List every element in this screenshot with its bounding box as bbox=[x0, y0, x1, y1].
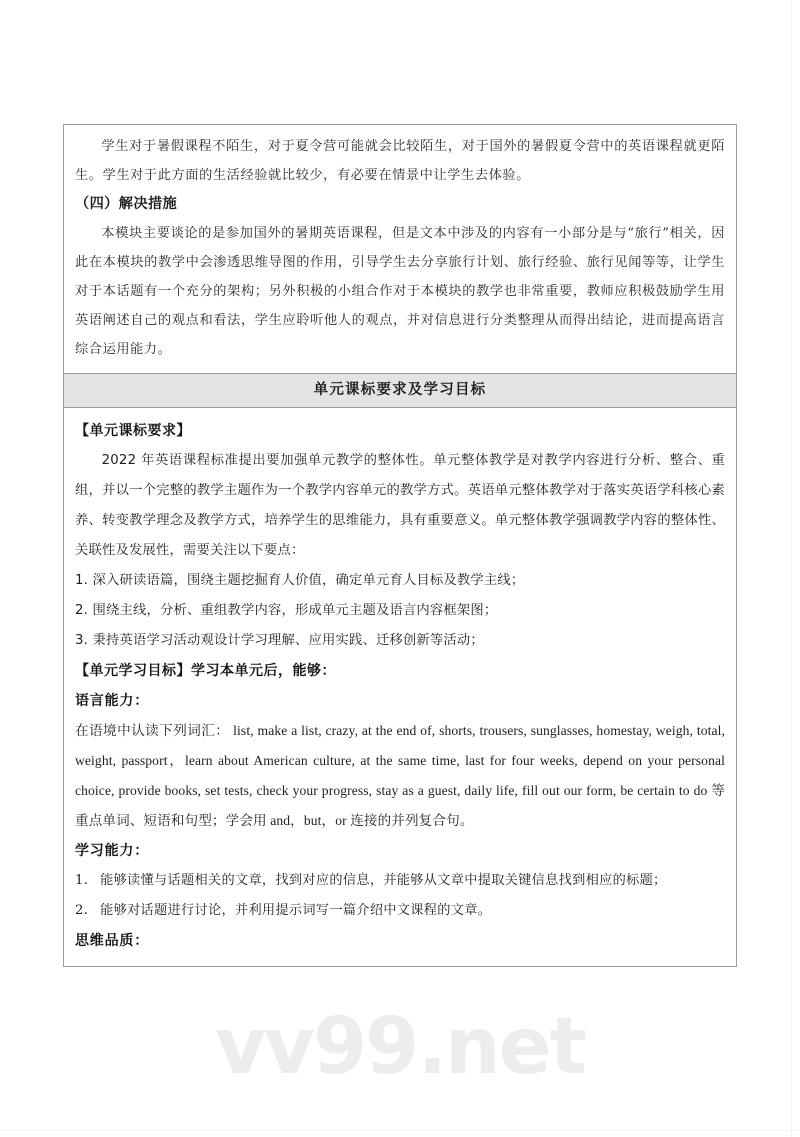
requirement-point-1: 1. 深入研读语篇，围绕主题挖掘育人价值，确定单元育人目标及教学主线； bbox=[75, 573, 525, 588]
page-edge-right bbox=[791, 0, 792, 1137]
table-row-analysis bbox=[64, 125, 736, 373]
learning-ability-item-1 bbox=[75, 866, 725, 896]
measures-subheading: （四）解决措施 bbox=[75, 196, 178, 212]
page-edge-bottom bbox=[0, 1130, 800, 1131]
learning-objectives-heading: 【单元学习目标】学习本单元后，能够： bbox=[75, 663, 336, 679]
learning-ability-item-1-text: 能够读懂与话题相关的文章，找到对应的信息，并能够从文章中提取关键信息找到相应的标题； bbox=[100, 873, 667, 888]
table-row-objectives bbox=[64, 407, 736, 966]
requirement-point-2: 2. 围绕主线，分析、重组教学内容，形成单元主题及语言内容框架图； bbox=[75, 603, 498, 618]
lesson-plan-table bbox=[63, 124, 737, 967]
learning-ability-item-2-number: 2. bbox=[75, 903, 89, 918]
language-ability-vocabulary: 在语境中认读下列词汇： list, make a list, crazy, at the end of, shorts, trousers, sunglasses, homestay, weigh, total, weight, passport，learn about American culture, at the same time, last for four weeks, depend on your personal choice, provide books, set tests, check your progress, stay as a guest, daily life, fill out our form, be certain to do 等重点单词、短语和句型；学会用 and，but，or 连接的并列复合句。 bbox=[75, 723, 725, 828]
analysis-cell bbox=[64, 125, 736, 373]
curriculum-requirements-intro: 2022 年英语课程标准提出要加强单元教学的整体性。单元整体教学是对教学内容进行分析、整合、重组，并以一个完整的教学主题作为一个教学内容单元的教学方式。英语单元整体教学对于落实英语学科核心素养、转变教学理念及教学方式，培养学生的思维能力，具有重要意义。单元整体教学强调教学内容的整体性、关联性及发展性，需要关注以下要点： bbox=[75, 453, 725, 558]
requirement-point-3: 3. 秉持英语学习活动观设计学习理解、应用实践、迁移创新等活动； bbox=[75, 633, 484, 648]
learning-ability-item-2-text: 能够对话题进行讨论，并利用提示词写一篇介绍中文课程的文章。 bbox=[100, 903, 492, 918]
language-ability-title: 语言能力： bbox=[75, 693, 149, 709]
learning-ability-item-2 bbox=[75, 896, 725, 926]
measures-paragraph: 本模块主要谈论的是参加国外的暑期英语课程，但是文本中涉及的内容有一小部分是与“旅行”相关，因此在本模块的教学中会渗透思维导图的作用，引导学生去分享旅行计划、旅行经验、旅行见闻等等，让学生对于本话题有一个充分的架构；另外积极的小组合作对于本模块的教学也非常重要，教师应积极鼓励学生用英语阐述自己的观点和看法，学生应聆听他人的观点，并对信息进行分类整理从而得出结论，进而提高语言综合运用能力。 bbox=[75, 226, 725, 357]
curriculum-requirements-heading: 【单元课标要求】 bbox=[75, 423, 191, 439]
thinking-quality-title: 思维品质： bbox=[75, 933, 149, 949]
table-row-banner bbox=[64, 373, 736, 407]
student-background-paragraph: 学生对于暑假课程不陌生，对于夏令营可能就会比较陌生，对于国外的暑假夏令营中的英语课程就更陌生。学生对于此方面的生活经验就比较少，有必要在情景中让学生去体验。 bbox=[75, 139, 725, 183]
section-banner-title: 单元课标要求及学习目标 bbox=[313, 382, 487, 398]
learning-ability-item-1-number: 1. bbox=[75, 873, 89, 888]
site-watermark: vv99.net bbox=[215, 1002, 585, 1092]
learning-ability-title: 学习能力： bbox=[75, 843, 149, 859]
objectives-cell bbox=[64, 408, 736, 966]
